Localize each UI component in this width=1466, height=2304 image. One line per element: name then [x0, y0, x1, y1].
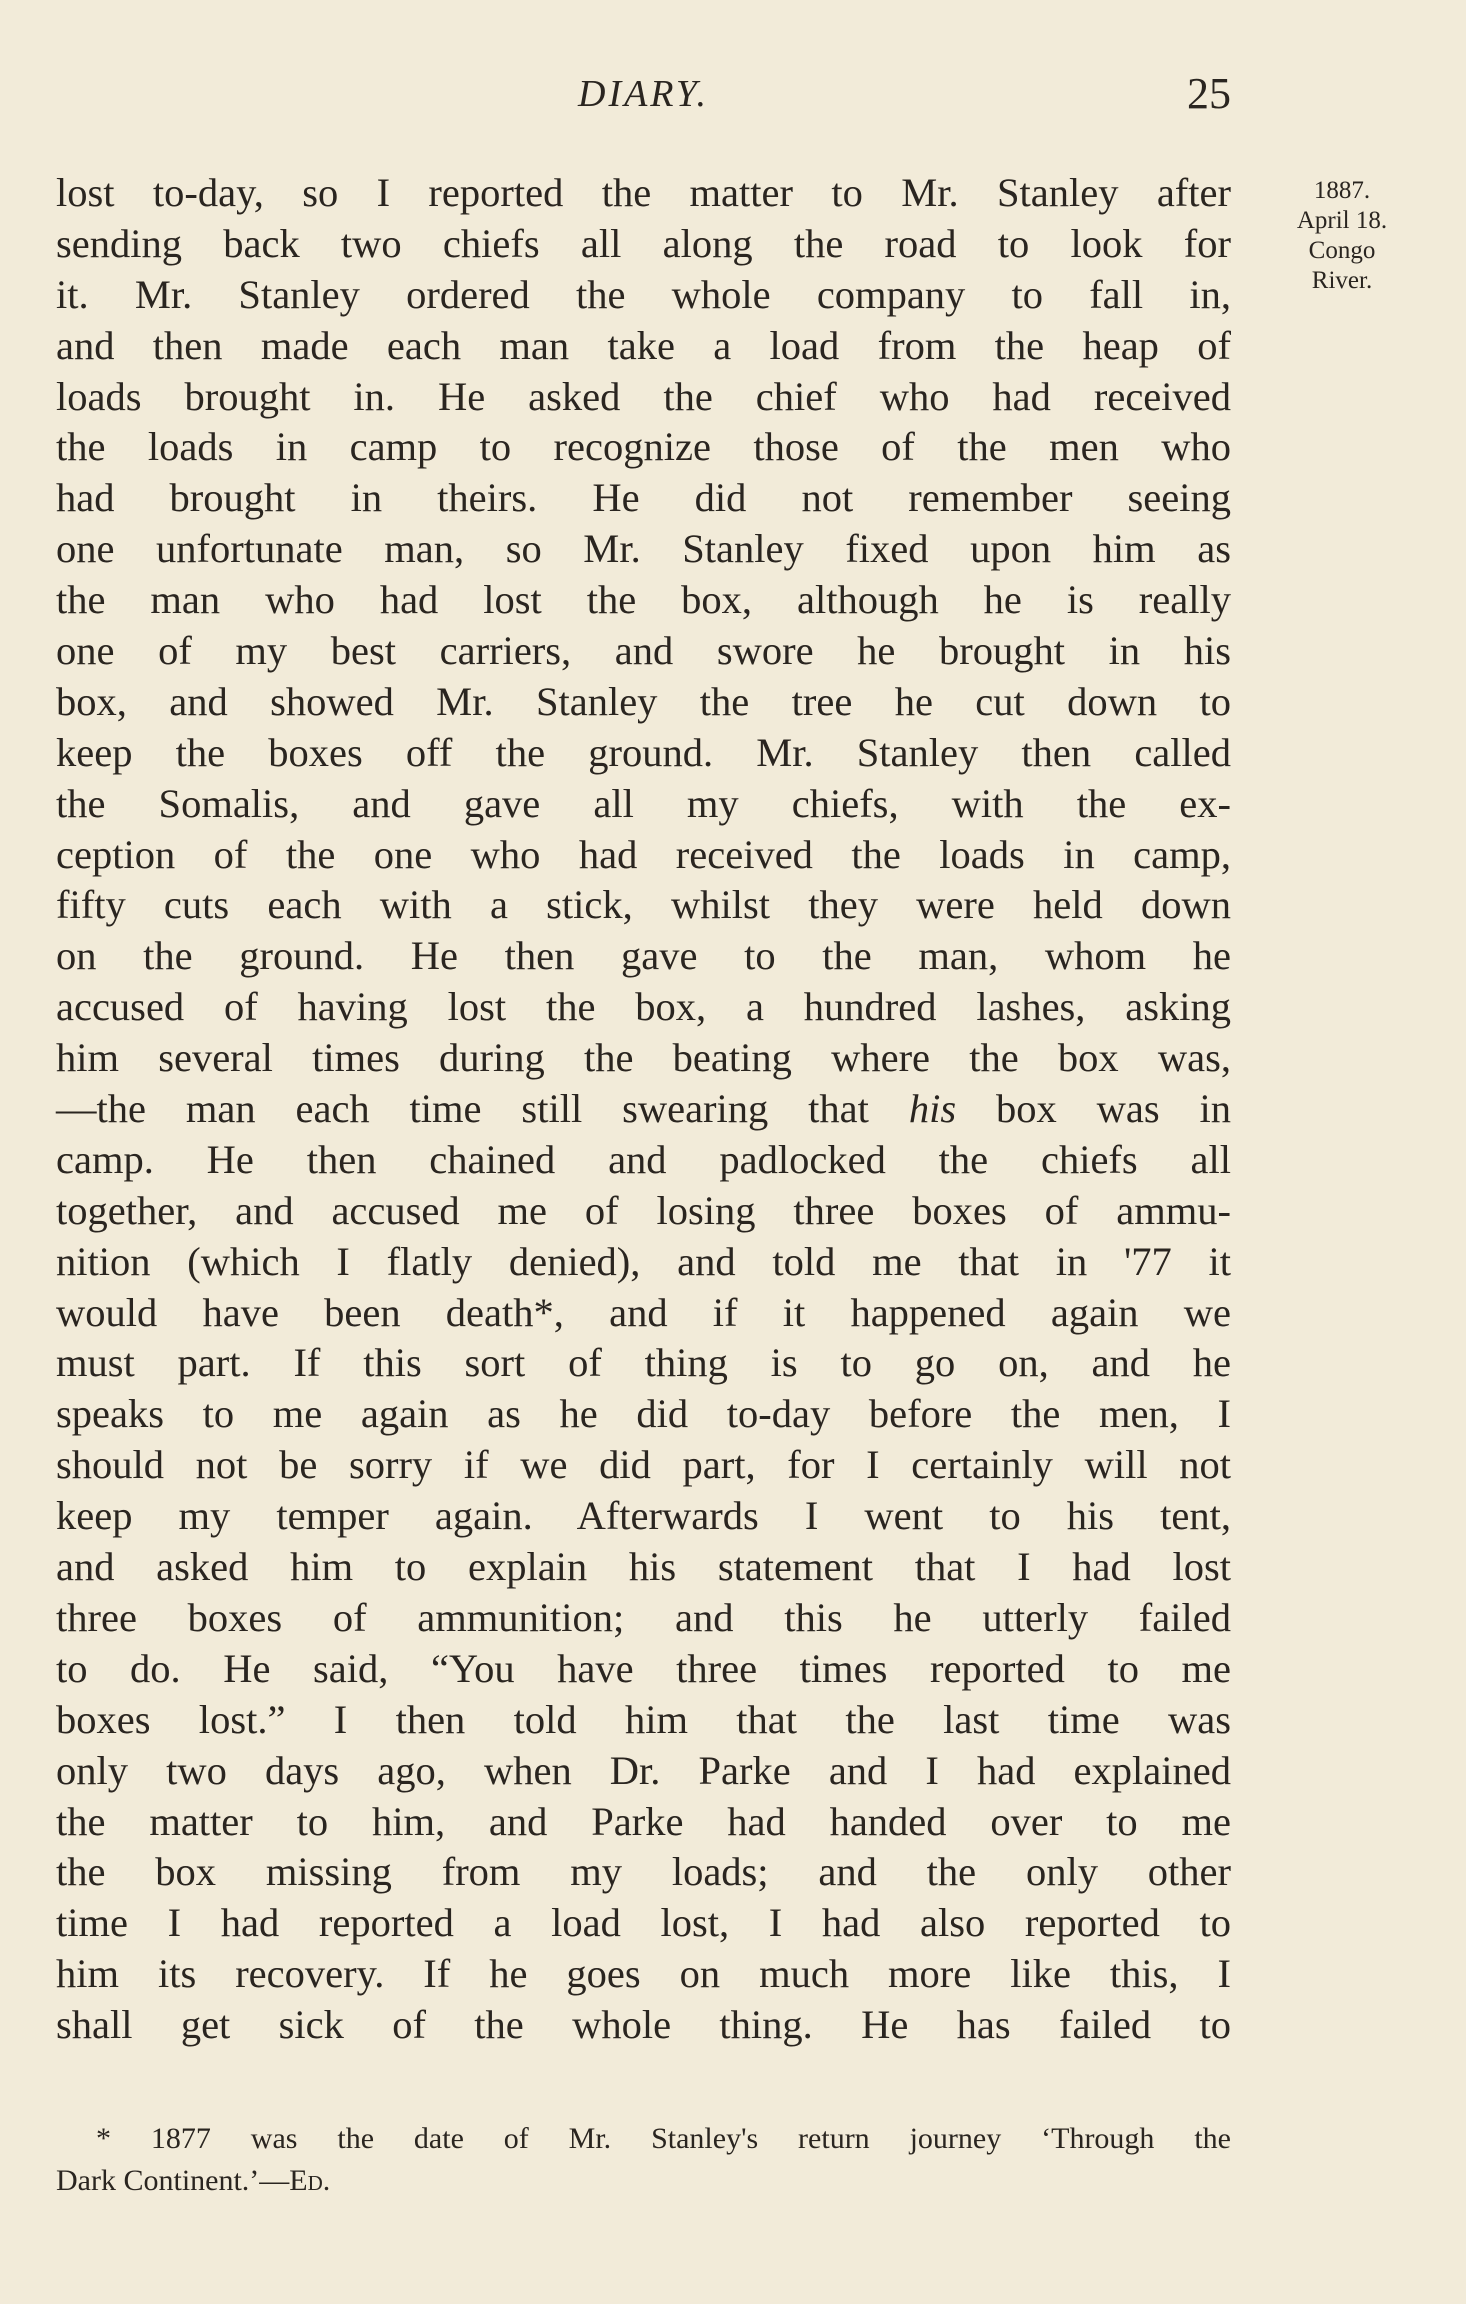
body-text: [56, 168, 1231, 2051]
body-line: him several times during the beating where the box was,: [56, 1035, 1231, 1081]
footnote-line: * 1877 was the date of Mr. Stanley's return journey ‘Through the: [96, 2122, 1231, 2155]
body-line: nition (which I flatly denied), and told me that in '77 it: [56, 1238, 1231, 1284]
body-line: it. Mr. Stanley ordered the whole company to fall in,: [56, 271, 1231, 317]
body-line: the matter to him, and Parke had handed over to me: [56, 1798, 1231, 1844]
body-line: to do. He said, “You have three times reported to me: [56, 1645, 1231, 1691]
body-line: had brought in theirs. He did not remember seeing: [56, 475, 1231, 521]
body-line: keep the boxes off the ground. Mr. Stanley then called: [56, 729, 1231, 775]
running-title: DIARY.: [578, 73, 709, 115]
body-line: accused of having lost the box, a hundred lashes, asking: [56, 984, 1231, 1030]
body-line: would have been death*, and if it happened again we: [56, 1289, 1231, 1335]
body-line: time I had reported a load lost, I had also reported to: [56, 1900, 1231, 1946]
emphasis: his: [908, 1086, 957, 1132]
body-line: one unfortunate man, so Mr. Stanley fixed upon him as: [56, 526, 1231, 572]
body-line: loads brought in. He asked the chief who had received: [56, 373, 1231, 419]
body-line: three boxes of ammunition; and this he utterly failed: [56, 1594, 1231, 1640]
margin-note-date: April 18.: [1296, 207, 1388, 234]
margin-note-year: 1887.: [1313, 177, 1371, 204]
footnote-text: Dark Continent.’—: [56, 2164, 290, 2197]
body-line: fifty cuts each with a stick, whilst they were held down: [56, 882, 1231, 928]
body-line: speaks to me again as he did to-day before the men, I: [56, 1391, 1231, 1437]
body-line: the loads in camp to recognize those of the men who: [56, 424, 1231, 470]
body-line: one of my best carriers, and swore he brought in his: [56, 628, 1231, 674]
margin-note: [1262, 176, 1422, 296]
body-line: him its recovery. If he goes on much more like this, I: [56, 1951, 1231, 1997]
body-line: should not be sorry if we did part, for I certainly will not: [56, 1442, 1231, 1488]
body-line: only two days ago, when Dr. Parke and I had explained: [56, 1747, 1231, 1793]
body-line: —the man each time still swearing that his box was in: [56, 1086, 1231, 1132]
editor-mark: Ed.: [289, 2164, 331, 2197]
body-line: and asked him to explain his statement that I had lost: [56, 1544, 1231, 1590]
body-line: lost to-day, so I reported the matter to Mr. Stanley after: [56, 170, 1231, 215]
footnote-line: [56, 2160, 1231, 2202]
body-line: camp. He then chained and padlocked the chiefs all: [56, 1136, 1231, 1182]
body-line: the man who had lost the box, although he is really: [56, 577, 1231, 623]
running-head: [56, 62, 1231, 122]
margin-note-place-line2: River.: [1311, 267, 1373, 294]
body-line: together, and accused me of losing three boxes of ammu-: [56, 1187, 1231, 1233]
body-line: keep my temper again. Afterwards I went to his tent,: [56, 1493, 1231, 1539]
body-line: box, and showed Mr. Stanley the tree he cut down to: [56, 678, 1231, 724]
body-line: the Somalis, and gave all my chiefs, with the ex-: [56, 780, 1231, 826]
body-line: sending back two chiefs all along the road to look for: [56, 220, 1231, 266]
body-line: ception of the one who had received the loads in camp,: [56, 831, 1231, 877]
footnote: [56, 2118, 1231, 2202]
body-line: must part. If this sort of thing is to go on, and he: [56, 1340, 1231, 1386]
body-line: and then made each man take a load from the heap of: [56, 322, 1231, 368]
body-line: boxes lost.” I then told him that the last time was: [56, 1696, 1231, 1742]
page-number: 25: [1187, 69, 1231, 118]
margin-note-place-line1: Congo: [1308, 237, 1376, 264]
body-line: on the ground. He then gave to the man, whom he: [56, 933, 1231, 979]
body-line: the box missing from my loads; and the only other: [56, 1849, 1231, 1895]
body-line: shall get sick of the whole thing. He has failed to: [56, 2002, 1231, 2048]
